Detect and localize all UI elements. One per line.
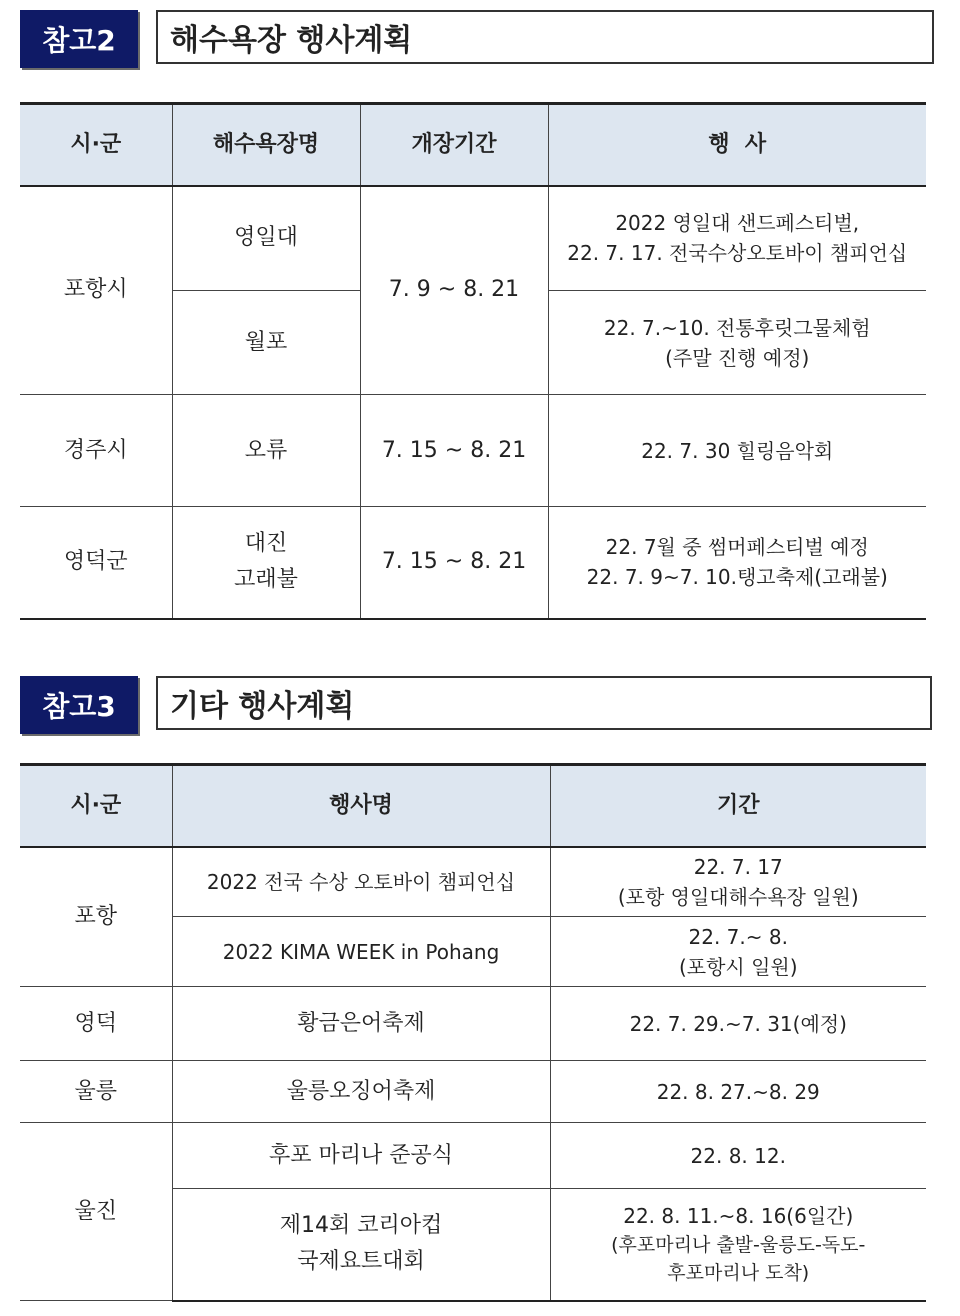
- city-gyeongju: 경주시: [20, 395, 172, 507]
- period-uljin-1: 22. 8. 12.: [550, 1123, 926, 1189]
- event-yeongdeok: [548, 507, 926, 619]
- beach-daejin-line2: 고래불: [234, 567, 298, 593]
- event-yeongildae-line2: 22. 7. 17. 전국수상오토바이 챔피언십: [567, 241, 908, 266]
- city-pohang: 포항시: [20, 186, 172, 395]
- event-wolpo-line1: 22. 7.~10. 전통후릿그물체험: [603, 315, 871, 340]
- period-pohang-2-line1: 22. 7.~ 8.: [688, 924, 788, 949]
- beach-daejin-line1: 대진: [244, 531, 288, 557]
- event-gyeongju: 22. 7. 30 힐링음악회: [548, 395, 926, 507]
- city-uljin: 울진: [20, 1123, 172, 1301]
- other-events-table: [20, 763, 926, 1302]
- header-city: 시·군: [20, 104, 172, 186]
- period-yeongdeok: 7. 15 ~ 8. 21: [360, 507, 548, 619]
- city-pohang: 포항: [20, 847, 172, 987]
- header-beach-name: 해수욕장명: [172, 104, 360, 186]
- period-uljin-2-line2: (후포마리나 출발-울릉도-독도-: [611, 1234, 866, 1257]
- event-uljin-2-line1: 제14회 코리아컵: [279, 1213, 443, 1239]
- period-yeongdeok: 22. 7. 29.~7. 31(예정): [550, 987, 926, 1061]
- event-wolpo-line2: (주말 진행 예정): [665, 345, 810, 370]
- period-ulleung: 22. 8. 27.~8. 29: [550, 1061, 926, 1123]
- event-yeongdeok: 황금은어축제: [172, 987, 550, 1061]
- beach-yeongildae: 영일대: [172, 186, 360, 291]
- header-city: 시·군: [20, 765, 172, 847]
- period-uljin-2: [550, 1189, 926, 1301]
- event-uljin-1: 후포 마리나 준공식: [172, 1123, 550, 1189]
- section2-tag: 참고3: [20, 676, 138, 734]
- event-yeongdeok-line2: 22. 7. 9~7. 10.탱고축제(고래불): [586, 565, 888, 590]
- beach-events-table: [20, 102, 926, 620]
- event-pohang-1: 2022 전국 수상 오토바이 챔피언십: [172, 847, 550, 917]
- event-uljin-2: [172, 1189, 550, 1301]
- section1-tag: 참고2: [20, 10, 138, 68]
- beach-daejin: [172, 507, 360, 619]
- period-uljin-2-line3: 후포마리나 도착): [667, 1262, 810, 1285]
- period-pohang: 7. 9 ~ 8. 21: [360, 186, 548, 395]
- period-pohang-1-line1: 22. 7. 17: [693, 854, 783, 879]
- period-uljin-2-line1: 22. 8. 11.~8. 16(6일간): [623, 1204, 854, 1229]
- header-event: 행 사: [548, 104, 926, 186]
- event-uljin-2-line2: 국제요트대회: [297, 1249, 425, 1275]
- city-yeongdeok: 영덕: [20, 987, 172, 1061]
- period-pohang-1-line2: (포항 영일대해수욕장 일원): [617, 884, 859, 909]
- event-yeongildae-line1: 2022 영일대 샌드페스티벌,: [615, 211, 860, 236]
- event-wolpo: [548, 291, 926, 395]
- section2-header: [20, 676, 932, 734]
- event-yeongdeok-line1: 22. 7월 중 썸머페스티벌 예정: [605, 535, 869, 560]
- header-open-period: 개장기간: [360, 104, 548, 186]
- event-pohang-2: 2022 KIMA WEEK in Pohang: [172, 917, 550, 987]
- period-gyeongju: 7. 15 ~ 8. 21: [360, 395, 548, 507]
- section1-header: [20, 10, 934, 68]
- header-period: 기간: [550, 765, 926, 847]
- event-yeongildae: [548, 186, 926, 291]
- header-event-name: 행사명: [172, 765, 550, 847]
- period-pohang-2-line2: (포항시 일원): [678, 954, 798, 979]
- beach-wolpo: 월포: [172, 291, 360, 395]
- beach-oryu: 오류: [172, 395, 360, 507]
- section2-title: 기타 행사계획: [156, 676, 932, 730]
- period-pohang-1: [550, 847, 926, 917]
- event-ulleung: 울릉오징어축제: [172, 1061, 550, 1123]
- period-pohang-2: [550, 917, 926, 987]
- city-ulleung: 울릉: [20, 1061, 172, 1123]
- section1-title: 해수욕장 행사계획: [156, 10, 934, 64]
- city-yeongdeok: 영덕군: [20, 507, 172, 619]
